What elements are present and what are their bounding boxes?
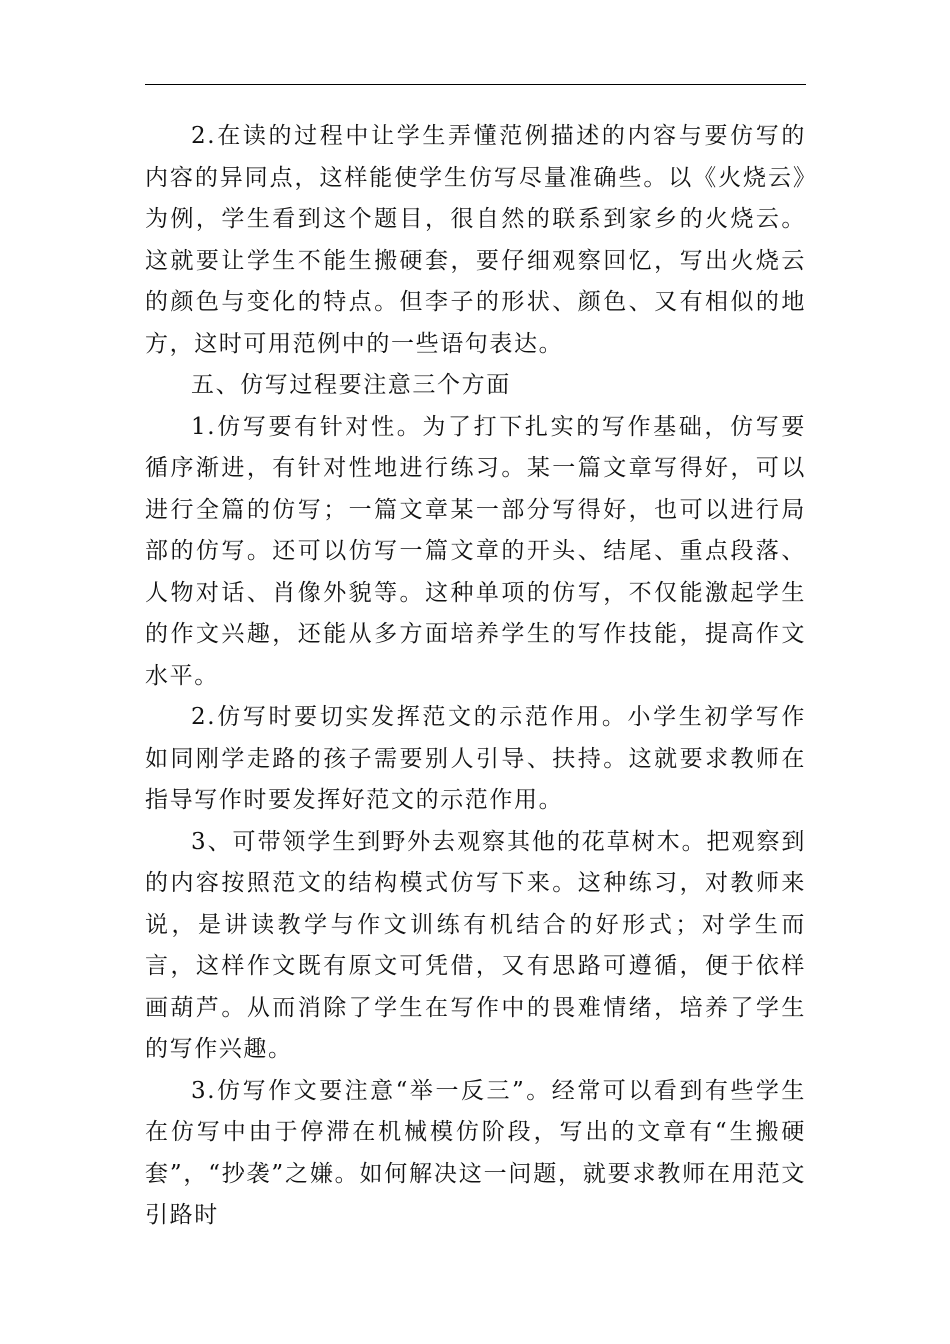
document-body: [145, 116, 806, 1237]
header-rule: [145, 84, 806, 85]
paragraph-outdoor-observation: 3、可带领学生到野外去观察其他的花草树木。把观察到的内容按照范文的结构模式仿写下来。这种练习，对教师来说，是讲读教学与作文训练有机结合的好形式；对学生而言，这样作文既有原文可凭借，又有思路可遵循，便于依样画葫芦。从而消除了学生在写作中的畏难情绪，培养了学生的写作兴趣。: [145, 828, 806, 1062]
section-heading-five: 五、仿写过程要注意三个方面: [191, 372, 511, 398]
paragraph-model-role: 2.仿写时要切实发挥范文的示范作用。小学生初学写作如同刚学走路的孩子需要别人引导、扶持。这就要求教师在指导写作时要发挥好范文的示范作用。: [145, 704, 806, 813]
paragraph-draw-inferences: 3.仿写作文要注意“举一反三”。经常可以看到有些学生在仿写中由于停滞在机械模仿阶段，写出的文章有“生搬硬套”，“抄袭”之嫌。如何解决这一问题，就要求教师在用范文引路时: [145, 1077, 806, 1228]
paragraph-targeted-imitation: 1.仿写要有针对性。为了打下扎实的写作基础，仿写要循序渐进，有针对性地进行练习。某一篇文章写得好，可以进行全篇的仿写；一篇文章某一部分写得好，也可以进行局部的仿写。还可以仿写一篇文章的开头、结尾、重点段落、人物对话、肖像外貌等。这种单项的仿写，不仅能激起学生的作文兴趣，还能从多方面培养学生的写作技能，提高作文水平。: [145, 413, 806, 689]
paragraph-contrast-example: 2.在读的过程中让学生弄懂范例描述的内容与要仿写的内容的异同点，这样能使学生仿写尽量准确些。以《火烧云》为例，学生看到这个题目，很自然的联系到家乡的火烧云。这就要让学生不能生搬硬套，要仔细观察回忆，写出火烧云的颜色与变化的特点。但李子的形状、颜色、又有相似的地方，这时可用范例中的一些语句表达。: [145, 123, 806, 357]
